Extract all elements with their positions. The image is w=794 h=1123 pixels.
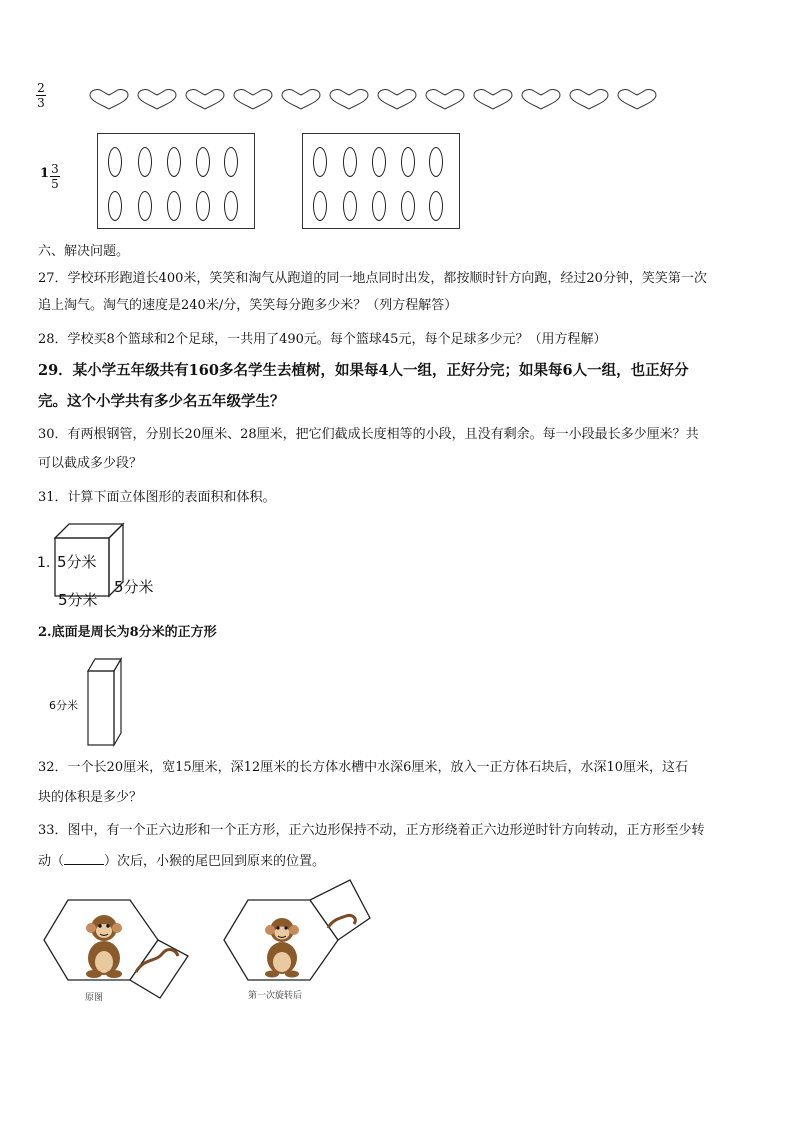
problem-28: 28．学校买8个篮球和2个足球，一共用了490元。每个篮球45元，每个足球多少元？（用方程解）	[38, 332, 607, 347]
heart-shape	[136, 88, 178, 110]
oval-shape	[429, 191, 443, 221]
heart-shape	[88, 88, 130, 110]
heart-shape	[184, 88, 226, 110]
oval-shape	[167, 147, 181, 177]
heart-shape	[568, 88, 610, 110]
fraction-three-fifths	[50, 163, 60, 190]
heart-shape	[376, 88, 418, 110]
prism-figure	[86, 656, 126, 748]
oval-shape	[372, 147, 386, 177]
problem-29-line2: 完。这个小学共有多少名五年级学生？	[38, 393, 285, 410]
problem-32-line1: 32．一个长20厘米，宽15厘米，深12厘米的长方体水槽中水深6厘米，放入一正方体石块后，水深10厘米，这石	[38, 760, 688, 775]
oval-shape	[313, 191, 327, 221]
heart-shape	[424, 88, 466, 110]
oval-shape	[224, 147, 238, 177]
problem-33-line1: 33．图中，有一个正六边形和一个正方形，正六边形保持不动，正方形绕着正六边形逆时针方向转动，正方形至少转	[38, 823, 705, 838]
oval-shape	[343, 191, 357, 221]
cube-bottom-label: 5分米	[58, 591, 98, 609]
heart-shape	[232, 88, 274, 110]
oval-shape	[224, 191, 238, 221]
problem-29-line1: 29．某小学五年级共有160多名学生去植树，如果每4人一组，正好分完；如果每6人一组，也正好分	[38, 362, 689, 379]
problem-32-line2: 块的体积是多少？	[38, 790, 143, 805]
problem-33-line2-start: 动（	[38, 854, 65, 869]
prism-height-label: 6分米	[49, 699, 78, 712]
mixed-number-whole: 1	[40, 166, 50, 181]
heart-shape	[520, 88, 562, 110]
oval-shape	[343, 147, 357, 177]
fraction-numerator: 2	[37, 81, 45, 95]
problem-30-line1: 30．有两根钢管，分别长20厘米、28厘米，把它们截成长度相等的小段，且没有剩余。每一小段最长多少厘米？共	[38, 427, 699, 442]
item-2-description: 2.底面是周长为8分米的正方形	[38, 625, 217, 640]
oval-shape	[401, 147, 415, 177]
oval-shape	[138, 147, 152, 177]
problem-31: 31．计算下面立体图形的表面积和体积。	[38, 490, 276, 505]
problem-33-line2	[38, 852, 325, 871]
answer-blank[interactable]	[64, 852, 104, 865]
cube-front-label: 5分米	[57, 553, 97, 571]
heart-shape	[616, 88, 658, 110]
oval-shape	[196, 147, 210, 177]
hexagon-rotated-figure	[220, 876, 380, 982]
heart-shape	[280, 88, 322, 110]
oval-shape	[167, 191, 181, 221]
caption-original: 原图	[85, 993, 104, 1003]
heart-row	[88, 88, 658, 110]
fraction-numerator: 3	[51, 162, 59, 176]
oval-shape	[108, 147, 122, 177]
oval-shape	[313, 147, 327, 177]
caption-after-rotation: 第一次旋转后	[248, 991, 303, 1001]
fraction-denominator: 3	[37, 96, 45, 110]
oval-shape	[108, 191, 122, 221]
oval-shape	[196, 191, 210, 221]
oval-shape	[138, 191, 152, 221]
fraction-two-thirds	[36, 82, 46, 109]
heart-shape	[472, 88, 514, 110]
heart-shape	[328, 88, 370, 110]
problem-27-line1: 27．学校环形跑道长400米，笑笑和淘气从跑道的同一地点同时出发，都按顺时针方向跑，经过20分钟，笑笑第一次	[38, 271, 707, 286]
hexagon-original-figure	[40, 896, 200, 1000]
problem-27-line2: 追上淘气。淘气的速度是240米/分，笑笑每分跑多少米？（列方程解答）	[38, 298, 458, 313]
oval-box-left	[97, 133, 255, 229]
problem-33-line2-end: ）次后，小猴的尾巴回到原来的位置。	[104, 854, 326, 869]
item-1-label: 1.	[37, 555, 51, 571]
section-title: 六、解决问题。	[38, 244, 130, 259]
oval-shape	[429, 147, 443, 177]
oval-box-right	[302, 133, 460, 229]
oval-shape	[401, 191, 415, 221]
oval-shape	[372, 191, 386, 221]
fraction-denominator: 5	[51, 177, 59, 191]
problem-30-line2: 可以截成多少段？	[38, 456, 143, 471]
cube-side-label: 5分米	[114, 578, 154, 596]
